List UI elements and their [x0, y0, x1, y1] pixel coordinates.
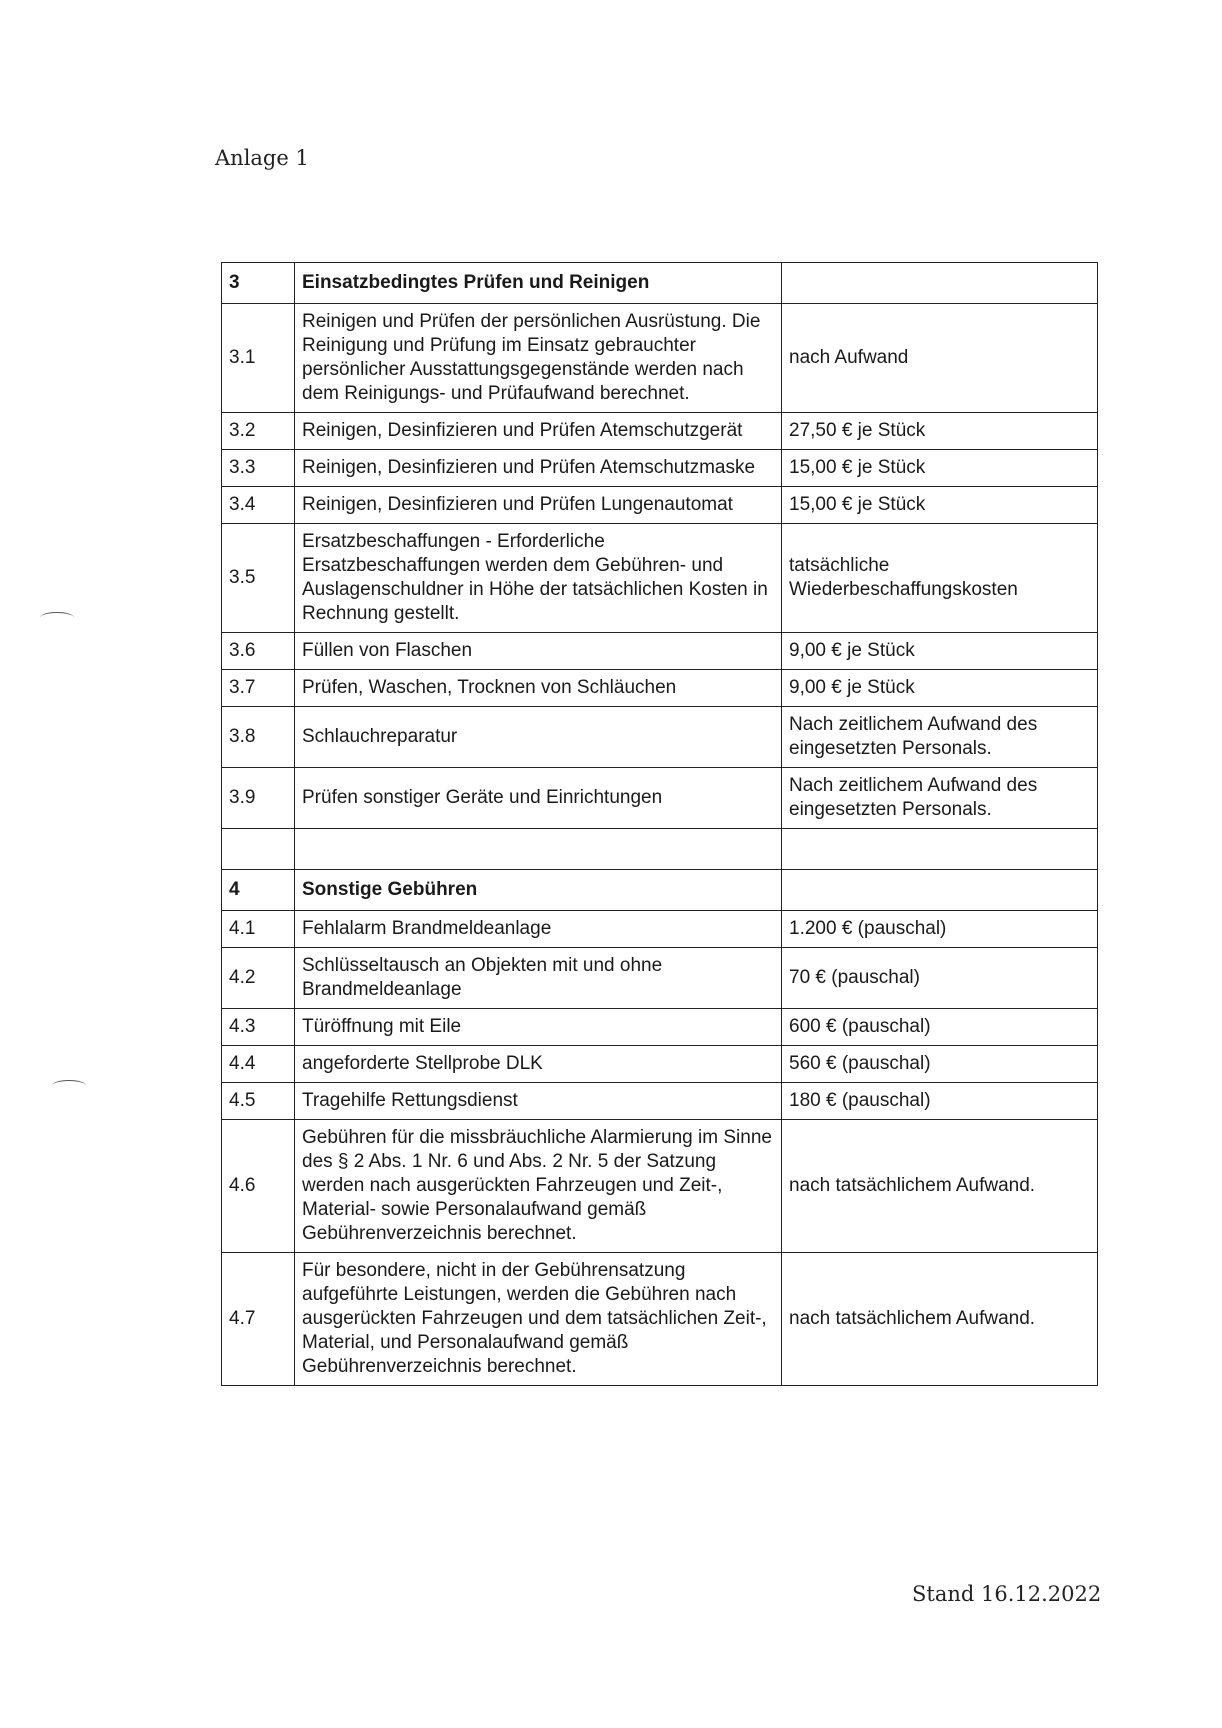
row-number: 3.6	[222, 633, 295, 670]
table-row	[222, 1083, 1098, 1120]
row-fee: 560 € (pauschal)	[782, 1046, 1098, 1083]
scan-artifact-mark	[52, 1080, 86, 1091]
row-description: Tragehilfe Rettungsdienst	[295, 1083, 782, 1120]
row-description: Reinigen, Desinfizieren und Prüfen Lungenautomat	[295, 487, 782, 524]
row-number: 3.4	[222, 487, 295, 524]
fee-table-body	[222, 263, 1098, 1386]
row-fee: 15,00 € je Stück	[782, 450, 1098, 487]
row-description: Für besondere, nicht in der Gebührensatzung aufgeführte Leistungen, werden die Gebühren nach ausgerückten Fahrzeugen und dem tatsächlichen Zeit-, Material, und Personalaufwand gemäß Gebührenverzeichnis berechnet.	[295, 1253, 782, 1386]
scan-artifact-mark	[40, 612, 74, 623]
row-description: Schlauchreparatur	[295, 707, 782, 768]
row-description: Reinigen und Prüfen der persönlichen Ausrüstung. Die Reinigung und Prüfung im Einsatz gebrauchter persönlicher Ausstattungsgegenstände werden nach dem Reinigungs- und Prüfaufwand berechnet.	[295, 304, 782, 413]
row-number: 4.3	[222, 1009, 295, 1046]
row-number: 4.1	[222, 911, 295, 948]
row-number: 3.7	[222, 670, 295, 707]
row-fee: 9,00 € je Stück	[782, 670, 1098, 707]
row-fee	[782, 829, 1098, 870]
row-fee: 15,00 € je Stück	[782, 487, 1098, 524]
table-row	[222, 670, 1098, 707]
row-description: Reinigen, Desinfizieren und Prüfen Atemschutzmaske	[295, 450, 782, 487]
row-number	[222, 829, 295, 870]
table-row	[222, 948, 1098, 1009]
table-row	[222, 450, 1098, 487]
table-row	[222, 413, 1098, 450]
row-fee: Nach zeitlichem Aufwand des eingesetzten Personals.	[782, 768, 1098, 829]
row-number: 3.3	[222, 450, 295, 487]
row-fee: nach tatsächlichem Aufwand.	[782, 1253, 1098, 1386]
row-fee: nach Aufwand	[782, 304, 1098, 413]
row-fee: 9,00 € je Stück	[782, 633, 1098, 670]
row-description: Einsatzbedingtes Prüfen und Reinigen	[295, 263, 782, 304]
row-fee	[782, 263, 1098, 304]
row-description: Prüfen, Waschen, Trocknen von Schläuchen	[295, 670, 782, 707]
page-title: Anlage 1	[215, 146, 309, 170]
row-number: 3.2	[222, 413, 295, 450]
table-row	[222, 1253, 1098, 1386]
row-description: Türöffnung mit Eile	[295, 1009, 782, 1046]
row-number: 4.5	[222, 1083, 295, 1120]
row-number: 4.4	[222, 1046, 295, 1083]
table-row	[222, 707, 1098, 768]
row-number: 3.8	[222, 707, 295, 768]
row-description	[295, 829, 782, 870]
table-row	[222, 911, 1098, 948]
row-description: Schlüsseltausch an Objekten mit und ohne Brandmeldeanlage	[295, 948, 782, 1009]
row-fee: 1.200 € (pauschal)	[782, 911, 1098, 948]
row-description: Gebühren für die missbräuchliche Alarmierung im Sinne des § 2 Abs. 1 Nr. 6 und Abs. 2 Nr. 5 der Satzung werden nach ausgerückten Fahrzeugen und Zeit-, Material- sowie Personalaufwand gemäß Gebührenverzeichnis berechnet.	[295, 1120, 782, 1253]
table-row	[222, 633, 1098, 670]
table-row	[222, 1009, 1098, 1046]
table-row	[222, 829, 1098, 870]
row-fee: 70 € (pauschal)	[782, 948, 1098, 1009]
row-description: Sonstige Gebühren	[295, 870, 782, 911]
row-description: Ersatzbeschaffungen - Erforderliche Ersatzbeschaffungen werden dem Gebühren- und Auslagenschuldner in Höhe der tatsächlichen Kosten in Rechnung gestellt.	[295, 524, 782, 633]
row-fee: 27,50 € je Stück	[782, 413, 1098, 450]
row-fee	[782, 870, 1098, 911]
table-row	[222, 487, 1098, 524]
table-row	[222, 768, 1098, 829]
footer-date: Stand 16.12.2022	[912, 1582, 1102, 1606]
table-row	[222, 1046, 1098, 1083]
row-description: Reinigen, Desinfizieren und Prüfen Atemschutzgerät	[295, 413, 782, 450]
row-description: Fehlalarm Brandmeldeanlage	[295, 911, 782, 948]
table-row	[222, 1120, 1098, 1253]
table-row	[222, 304, 1098, 413]
table-row	[222, 870, 1098, 911]
table-row	[222, 524, 1098, 633]
row-number: 3.1	[222, 304, 295, 413]
row-number: 4.6	[222, 1120, 295, 1253]
row-number: 4.2	[222, 948, 295, 1009]
row-fee: tatsächliche Wiederbeschaffungskosten	[782, 524, 1098, 633]
row-fee: 600 € (pauschal)	[782, 1009, 1098, 1046]
fee-table	[221, 262, 1098, 1386]
row-number: 4	[222, 870, 295, 911]
table-row	[222, 263, 1098, 304]
row-number: 4.7	[222, 1253, 295, 1386]
row-number: 3.9	[222, 768, 295, 829]
row-description: angeforderte Stellprobe DLK	[295, 1046, 782, 1083]
row-fee: Nach zeitlichem Aufwand des eingesetzten Personals.	[782, 707, 1098, 768]
row-description: Prüfen sonstiger Geräte und Einrichtungen	[295, 768, 782, 829]
row-fee: 180 € (pauschal)	[782, 1083, 1098, 1120]
row-description: Füllen von Flaschen	[295, 633, 782, 670]
row-number: 3.5	[222, 524, 295, 633]
row-number: 3	[222, 263, 295, 304]
row-fee: nach tatsächlichem Aufwand.	[782, 1120, 1098, 1253]
